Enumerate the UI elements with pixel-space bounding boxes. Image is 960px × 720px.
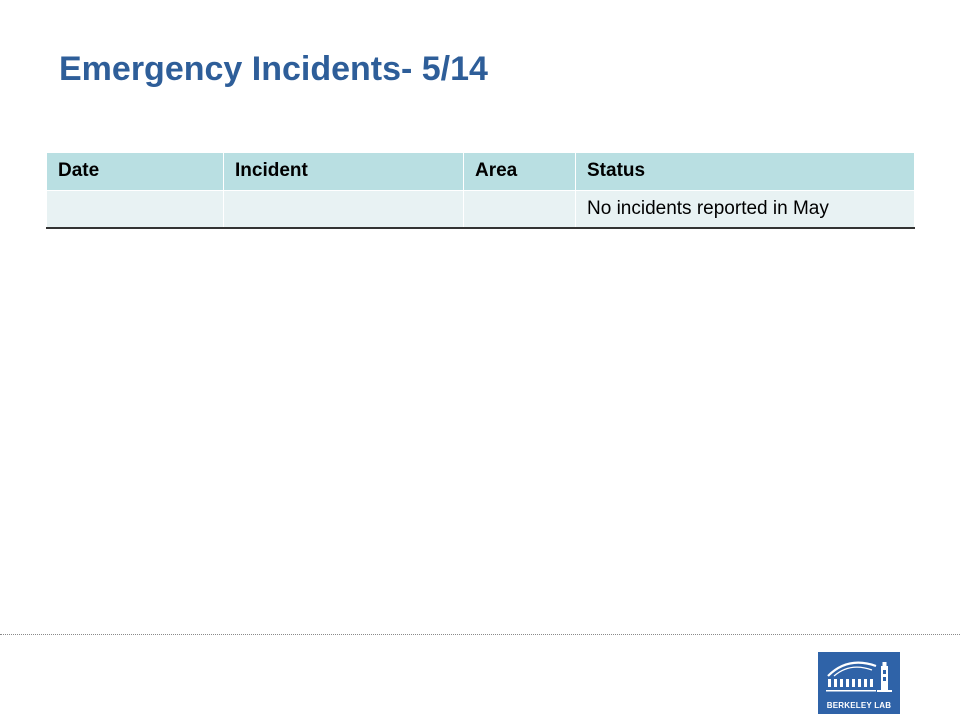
berkeley-lab-logo — [818, 652, 900, 714]
table-header-row — [47, 152, 915, 190]
logo-text: BERKELEY LAB — [826, 701, 892, 710]
slide-title: Emergency Incidents- 5/14 — [59, 50, 488, 88]
header-status: Status — [576, 152, 915, 190]
header-date: Date — [47, 152, 224, 190]
header-incident: Incident — [224, 152, 464, 190]
cell-status: No incidents reported in May — [576, 190, 915, 228]
footer-divider — [0, 634, 960, 635]
berkeley-lab-logo-icon — [818, 652, 900, 700]
header-area: Area — [464, 152, 576, 190]
incidents-table — [46, 151, 915, 229]
cell-area — [464, 190, 576, 228]
cell-incident — [224, 190, 464, 228]
cell-date — [47, 190, 224, 228]
table-row — [47, 190, 915, 228]
